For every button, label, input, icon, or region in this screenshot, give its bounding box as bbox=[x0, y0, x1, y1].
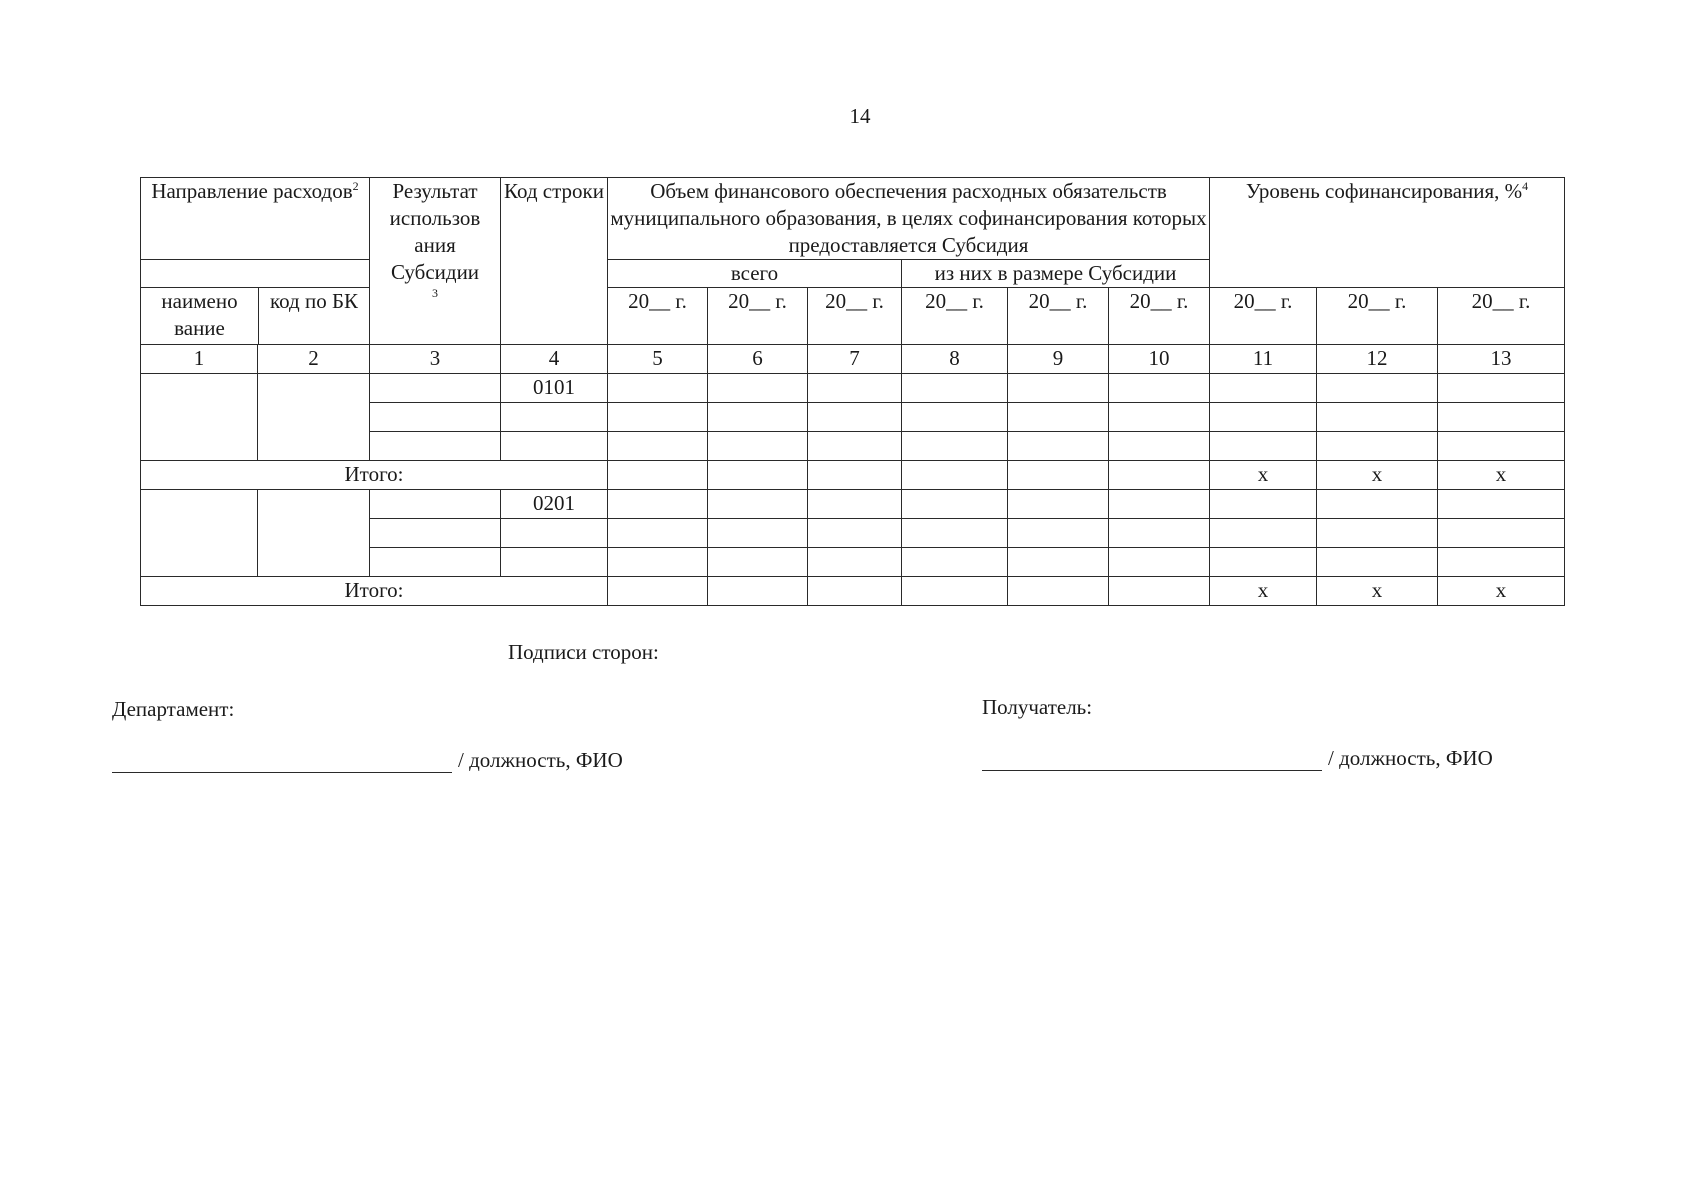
cell-result bbox=[370, 548, 501, 577]
header-result: Результат использов ания Субсидии 3 bbox=[370, 178, 501, 345]
cell-code bbox=[501, 432, 608, 461]
header-code: Код строки bbox=[501, 178, 608, 345]
column-number: 1 bbox=[141, 345, 258, 374]
cell-result bbox=[370, 490, 501, 519]
cell-result bbox=[370, 519, 501, 548]
cell-code: 0101 bbox=[501, 374, 608, 403]
cell-bk bbox=[258, 374, 370, 461]
signatures-title: Подписи сторон: bbox=[508, 640, 659, 664]
x-mark: х bbox=[1210, 577, 1317, 606]
cell-name bbox=[141, 374, 258, 461]
column-number: 2 bbox=[258, 345, 370, 374]
total-label: Итого: bbox=[141, 461, 608, 490]
cell-name bbox=[141, 490, 258, 577]
cell-code bbox=[501, 519, 608, 548]
column-number: 8 bbox=[902, 345, 1008, 374]
page-number: 14 bbox=[849, 104, 871, 128]
cell-code bbox=[501, 548, 608, 577]
year-cell: 20__ г. bbox=[1438, 288, 1565, 345]
column-number: 11 bbox=[1210, 345, 1317, 374]
header-level: Уровень софинансирования, %$^4$ bbox=[1210, 178, 1565, 288]
direction-subheader bbox=[141, 287, 369, 344]
cell-result bbox=[370, 374, 501, 403]
header-subsidy: из них в размере Субсидии bbox=[902, 260, 1210, 288]
header-bk: код по БК bbox=[259, 288, 370, 345]
table-row bbox=[141, 490, 1565, 519]
year-cell: 20__ г. bbox=[902, 288, 1008, 345]
x-mark: х bbox=[1210, 461, 1317, 490]
year-cell: 20__ г. bbox=[1109, 288, 1210, 345]
x-mark: х bbox=[1438, 577, 1565, 606]
column-number: 3 bbox=[370, 345, 501, 374]
x-mark: х bbox=[1438, 461, 1565, 490]
cell-code: 0201 bbox=[501, 490, 608, 519]
year-cell: 20__ г. bbox=[1008, 288, 1109, 345]
recipient-label: Получатель: bbox=[982, 695, 1093, 719]
total-row bbox=[141, 577, 1565, 606]
position-label: / должность, ФИО bbox=[1328, 746, 1493, 770]
column-number: 5 bbox=[608, 345, 708, 374]
header-total: всего bbox=[608, 260, 902, 288]
column-numbers-row bbox=[141, 345, 1565, 374]
cell-result bbox=[370, 432, 501, 461]
signature-line bbox=[982, 752, 1322, 771]
financing-table bbox=[140, 177, 1565, 606]
signature-line bbox=[112, 754, 452, 773]
x-mark: х bbox=[1317, 577, 1438, 606]
header-direction: Направление расходов$^2$ bbox=[141, 178, 370, 260]
total-row bbox=[141, 461, 1565, 490]
header-volume: Объем финансового обеспечения расходных обязательств муниципального образования, в целях софинансирования которых предоставляется Субсидия bbox=[608, 178, 1210, 260]
cell-bk bbox=[258, 490, 370, 577]
column-number: 9 bbox=[1008, 345, 1109, 374]
year-cell: 20__ г. bbox=[1317, 288, 1438, 345]
header-direction-sub bbox=[141, 260, 370, 345]
position-label: / должность, ФИО bbox=[458, 748, 623, 772]
header-row bbox=[141, 178, 1565, 260]
column-number: 7 bbox=[808, 345, 902, 374]
year-cell: 20__ г. bbox=[1210, 288, 1317, 345]
column-number: 12 bbox=[1317, 345, 1438, 374]
header-name: наимено вание bbox=[141, 288, 259, 345]
column-number: 6 bbox=[708, 345, 808, 374]
total-label: Итого: bbox=[141, 577, 608, 606]
table-row bbox=[141, 374, 1565, 403]
year-cell: 20__ г. bbox=[808, 288, 902, 345]
department-signature bbox=[112, 748, 623, 773]
recipient-signature bbox=[982, 746, 1493, 771]
x-mark: х bbox=[1317, 461, 1438, 490]
year-cell: 20__ г. bbox=[608, 288, 708, 345]
column-number: 10 bbox=[1109, 345, 1210, 374]
column-number: 4 bbox=[501, 345, 608, 374]
year-cell: 20__ г. bbox=[708, 288, 808, 345]
column-number: 13 bbox=[1438, 345, 1565, 374]
cell-result bbox=[370, 403, 501, 432]
department-label: Департамент: bbox=[112, 697, 235, 721]
cell-code bbox=[501, 403, 608, 432]
